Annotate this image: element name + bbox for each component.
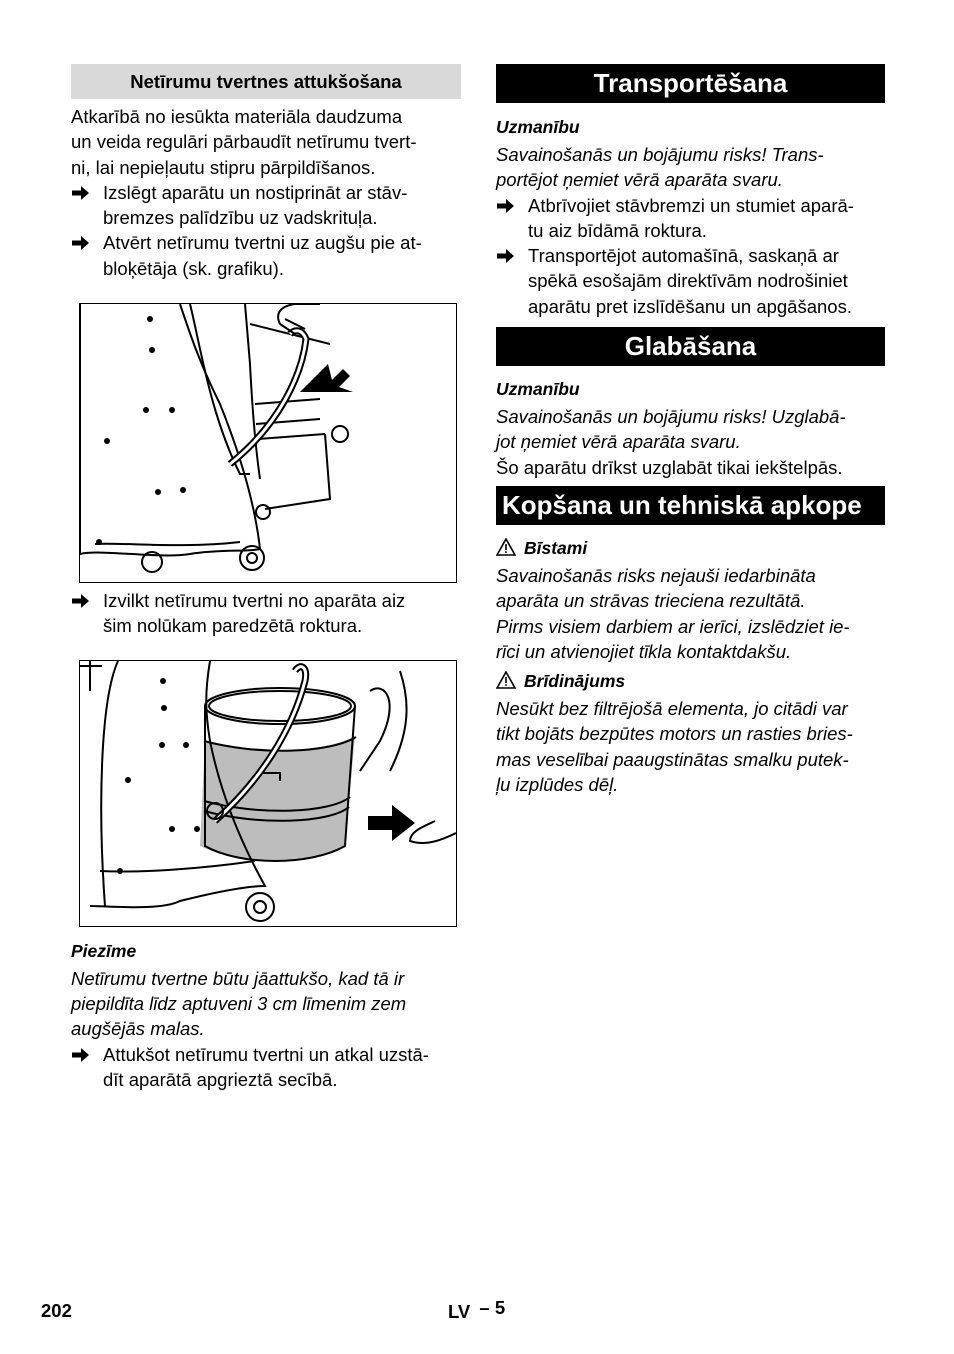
transport-caution-label: Uzmanību xyxy=(496,117,580,137)
section-heading-emptying: Netīrumu tvertnes attukšošana xyxy=(71,64,461,99)
storage-text: Šo aparātu drīkst uzglabāt tikai iekštelpās. xyxy=(496,456,843,478)
figure-open-container xyxy=(79,303,457,583)
language-code: LV xyxy=(448,1301,471,1322)
arrow-right-icon xyxy=(72,185,90,201)
note-label: Piezīme xyxy=(71,940,137,961)
illustration-open-container xyxy=(80,304,456,582)
arrow-right-icon xyxy=(72,593,90,609)
warning-text: Nesūkt bez filtrējošā elementa, jo citādi var tikt bojāts bezpūtes motors un rasties bries- mas veselībai paaugstinātas smalku putek- ļu izplūdes dēļ. xyxy=(496,698,853,796)
left-column xyxy=(71,64,461,1092)
section-heading-transport: Transportēšana xyxy=(496,64,885,103)
storage-caution-text: Savainošanās un bojājumu risks! Uzglabā- jot ņemiet vērā aparāta svaru. xyxy=(496,406,846,453)
figure-pull-out-container xyxy=(79,660,457,927)
step-empty-reinstall: Attukšot netīrumu tvertni un atkal uzstā- dīt aparātā apgrieztā secībā. xyxy=(71,1042,461,1093)
warning-triangle-icon xyxy=(496,538,516,556)
warning-label: Brīdinājums xyxy=(524,671,626,692)
arrow-right-icon xyxy=(497,248,515,264)
arrow-right-icon xyxy=(72,235,90,251)
right-column xyxy=(496,64,885,797)
warning-triangle-icon xyxy=(496,671,516,689)
arrow-right-icon xyxy=(497,198,515,214)
warning-label-row xyxy=(496,669,885,693)
storage-caution-label: Uzmanību xyxy=(496,379,580,400)
step-open-container: Atvērt netīrumu tvertni uz augšu pie at- bloķētāja (sk. grafiku). xyxy=(71,230,461,281)
intro-paragraph: Atkarībā no iesūkta materiāla daudzuma un veida regulāri pārbaudīt netīrumu tvert- ni, lai nepieļautu stipru pārpildīšanos. xyxy=(71,106,417,178)
step-switch-off: Izslēgt aparātu un nostiprināt ar stāv- bremzes palīdzību uz vadskrituļa. xyxy=(71,180,461,231)
section-heading-care: Kopšana un tehniskā apkope xyxy=(496,486,885,525)
danger-label: Bīstami xyxy=(524,537,588,558)
note-text: Netīrumu tvertne būtu jāattukšo, kad tā ir piepildīta līdz aptuveni 3 cm līmenim zem augšējās malas. xyxy=(71,967,407,1040)
section-heading-storage: Glabāšana xyxy=(496,327,885,366)
footer-section xyxy=(448,1297,506,1322)
step-pull-out: Izvilkt netīrumu tvertni no aparāta aiz šim nolūkam paredzētā roktura. xyxy=(71,588,461,639)
step-release-brake: Atbrīvojiet stāvbremzi un stumiet aparā- tu aiz bīdāmā roktura. xyxy=(496,193,885,244)
transport-caution-text: Savainošanās un bojājumu risks! Trans- portējot ņemiet vērā aparāta svaru. xyxy=(496,144,824,191)
arrow-right-icon xyxy=(72,1047,90,1063)
danger-label-row xyxy=(496,536,885,560)
page-number: 202 xyxy=(41,1300,72,1321)
danger-text: Savainošanās risks nejauši iedarbināta aparāta un strāvas trieciena rezultātā. Pirms visiem darbiem ar ierīci, izslēdziet ie- rīci un atvienojiet tīkla kontaktdakšu. xyxy=(496,564,850,662)
step-secure-vehicle: Transportējot automašīnā, saskaņā ar spēkā esošajām direktīvām nodrošiniet aparātu pret izslīdēšanu un apgāšanos. xyxy=(496,243,885,319)
illustration-pull-out-container xyxy=(80,661,456,926)
section-page: – 5 xyxy=(479,1297,506,1318)
